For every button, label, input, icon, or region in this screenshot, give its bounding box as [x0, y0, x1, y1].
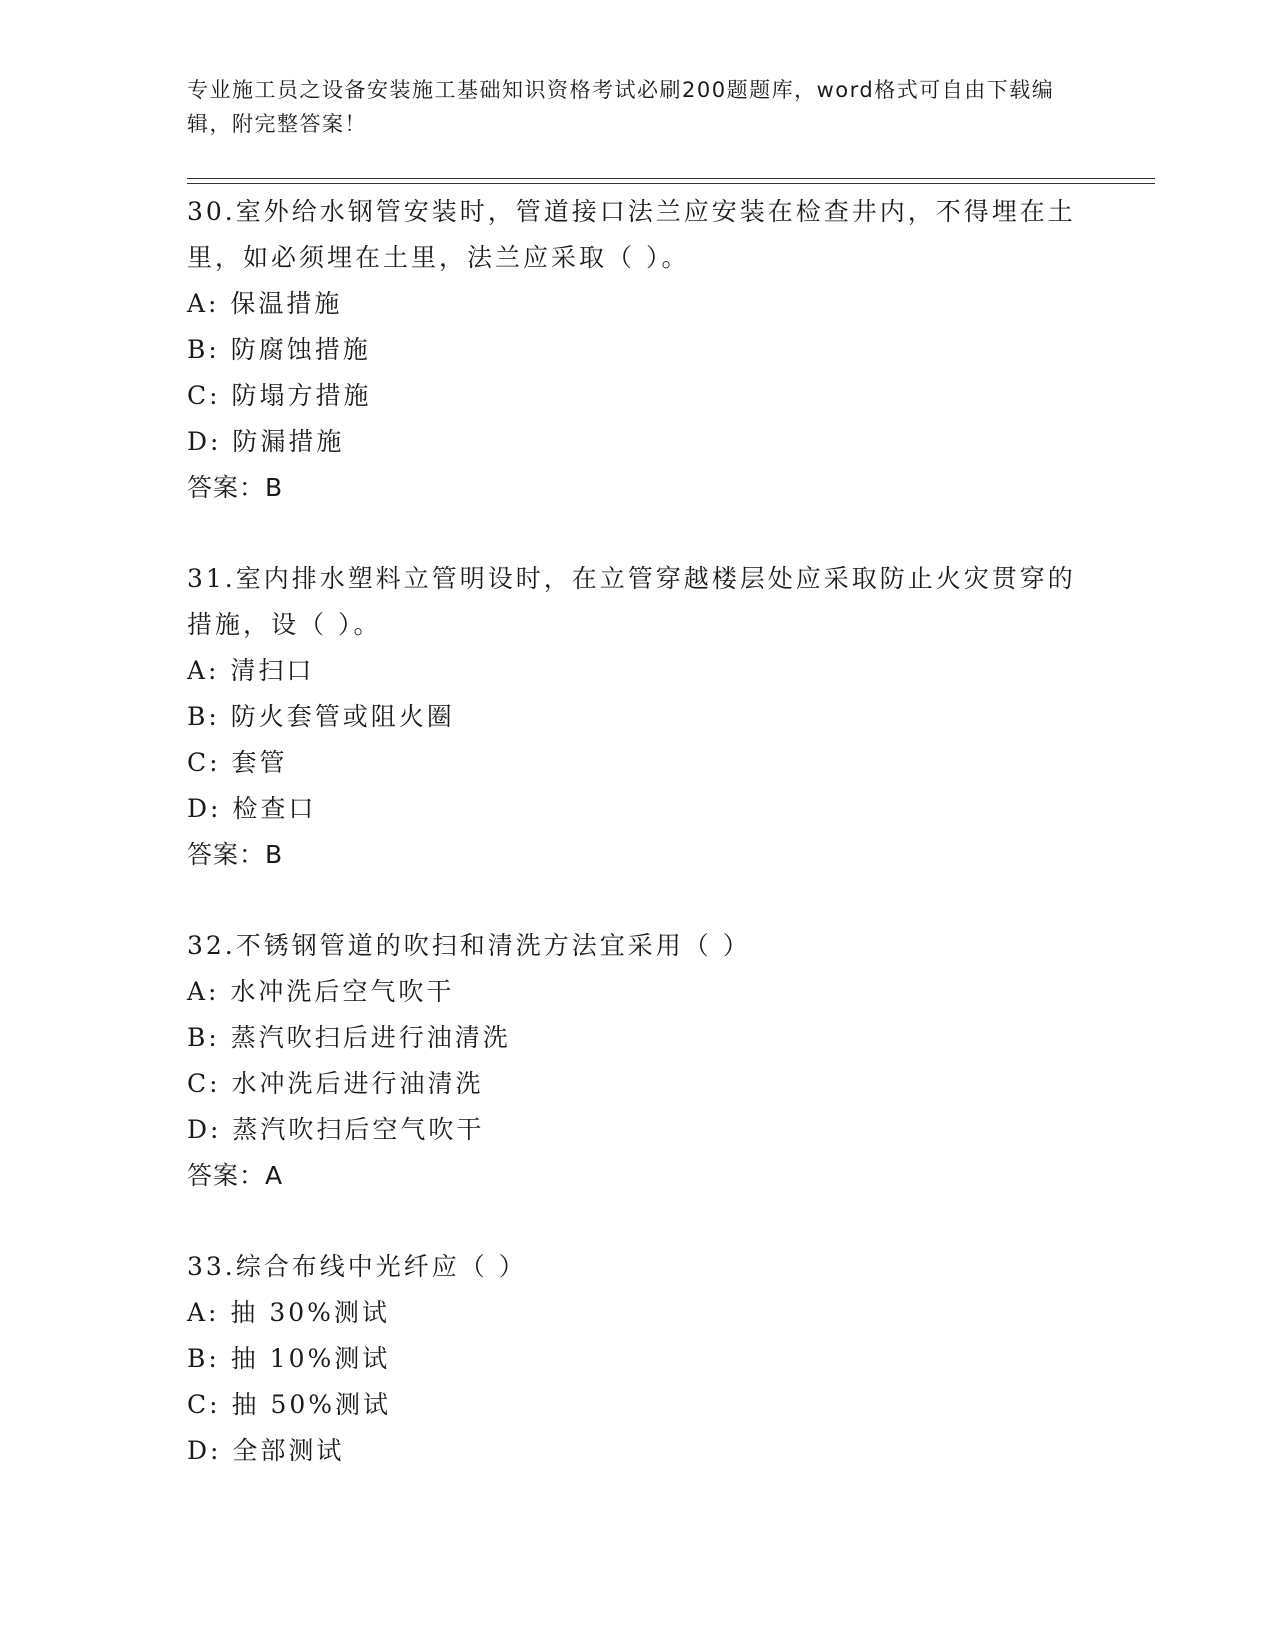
question-text: 30.室外给水钢管安装时，管道接口法兰应安装在检查井内，不得埋在土里，如必须埋在土里，法兰应采取（ ）。	[187, 197, 1076, 272]
option-c: C: 抽 50%测试	[187, 1390, 392, 1419]
answer-label: 答案：B	[187, 473, 284, 502]
option-d: D: 全部测试	[187, 1436, 345, 1465]
option-d: D: 蒸汽吹扫后空气吹干	[187, 1115, 485, 1144]
question-list	[187, 189, 1087, 1474]
document-header: 专业施工员之设备安装施工基础知识资格考试必刷200题题库，word格式可自由下载编辑，附完整答案！	[187, 78, 1055, 136]
header-divider-bottom	[187, 183, 1155, 184]
answer-label: 答案：B	[187, 840, 284, 869]
option-b: B: 抽 10%测试	[187, 1344, 391, 1373]
header-divider-top	[187, 178, 1155, 179]
question-32	[187, 923, 1087, 1199]
option-a: A: 水冲洗后空气吹干	[187, 977, 455, 1006]
option-a: A: 保温措施	[187, 289, 343, 318]
question-31	[187, 556, 1087, 878]
option-b: B: 防火套管或阻火圈	[187, 702, 455, 731]
question-text: 33.综合布线中光纤应（ ）	[187, 1252, 527, 1281]
option-c: C: 水冲洗后进行油清洗	[187, 1069, 484, 1098]
option-d: D: 防漏措施	[187, 427, 345, 456]
question-text: 32.不锈钢管道的吹扫和清洗方法宜采用（ ）	[187, 931, 751, 960]
option-c: C: 防塌方措施	[187, 381, 372, 410]
option-a: A: 抽 30%测试	[187, 1298, 390, 1327]
answer-label: 答案：A	[187, 1161, 284, 1190]
question-text: 31.室内排水塑料立管明设时，在立管穿越楼层处应采取防止火灾贯穿的措施，设（ ）。	[187, 564, 1076, 639]
option-c: C: 套管	[187, 748, 288, 777]
question-30	[187, 189, 1087, 511]
option-d: D: 检查口	[187, 794, 317, 823]
option-b: B: 蒸汽吹扫后进行油清洗	[187, 1023, 511, 1052]
option-a: A: 清扫口	[187, 656, 315, 685]
option-b: B: 防腐蚀措施	[187, 335, 371, 364]
question-33	[187, 1244, 1087, 1474]
